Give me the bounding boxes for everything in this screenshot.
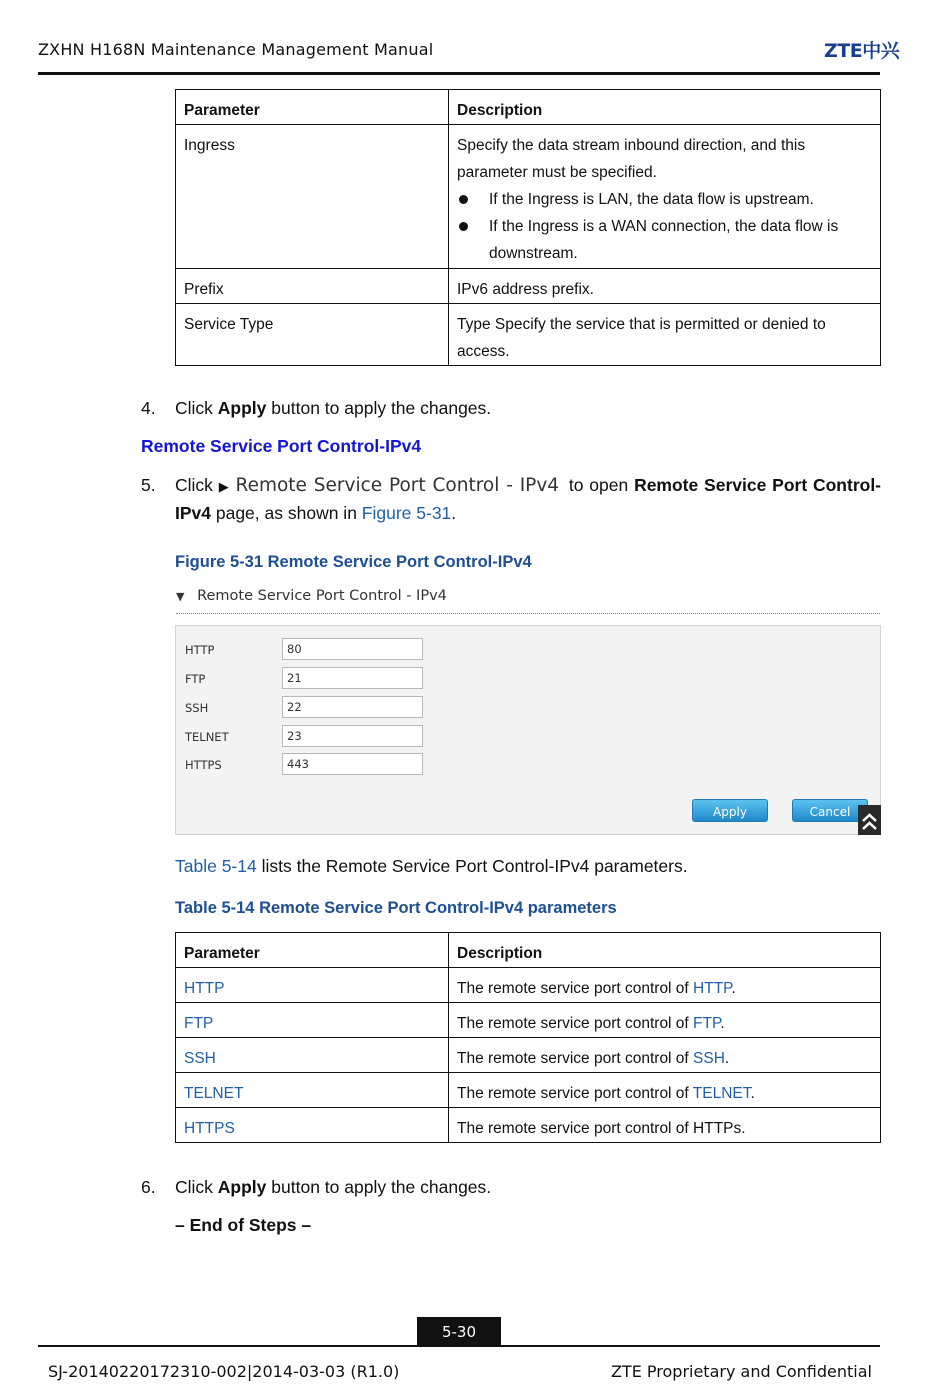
bullet-item: If the Ingress is a WAN connection, the data flow is downstream.	[457, 213, 872, 267]
desc-period: .	[720, 1015, 725, 1032]
desc-cell	[449, 1073, 881, 1108]
ftp-label: FTP	[185, 672, 206, 686]
col-parameter: Parameter	[176, 933, 449, 968]
step-6	[141, 1177, 881, 1198]
footer-rule	[38, 1345, 880, 1347]
param-cell: HTTP	[176, 968, 449, 1003]
double-chevron-up-icon	[858, 805, 881, 835]
desc-text: The remote service port control of	[457, 1015, 694, 1032]
desc-text: The remote service port control of HTTPs.	[457, 1120, 746, 1137]
table-row	[176, 1073, 881, 1108]
step-text	[175, 1177, 491, 1197]
step-text-pre: Click	[175, 398, 218, 418]
ssh-port-input[interactable]: 22	[282, 696, 423, 718]
col-description: Description	[449, 90, 881, 125]
desc-cell	[449, 125, 881, 269]
paragraph-text: lists the Remote Service Port Control-IPv4 parameters.	[256, 856, 688, 876]
cancel-button[interactable]: Cancel	[792, 799, 868, 822]
desc-text: Specify the data stream inbound direction, and this parameter must be specified.	[457, 137, 806, 181]
figure-screenshot-panel	[175, 625, 881, 835]
step-number: 6.	[141, 1177, 156, 1197]
table-row	[176, 125, 881, 269]
https-label: HTTPS	[185, 758, 222, 772]
document-title: ZXHN H168N Maintenance Management Manual	[38, 40, 434, 59]
table-header-row	[176, 90, 881, 125]
apply-emphasis: Apply	[217, 398, 267, 418]
page-name-emphasis: Remote Service Port Control-IPv4	[175, 475, 882, 523]
apply-emphasis: Apply	[217, 1177, 267, 1197]
desc-cell: Type Specify the service that is permitted or denied to access.	[449, 304, 881, 366]
desc-cell	[449, 1003, 881, 1038]
http-port-input[interactable]: 80	[282, 638, 423, 660]
table-row	[176, 269, 881, 304]
param-cell: SSH	[176, 1038, 449, 1073]
desc-text: The remote service port control of	[457, 1050, 694, 1067]
telnet-label: TELNET	[185, 730, 229, 744]
parameter-table-2	[175, 932, 881, 1143]
period: .	[451, 503, 457, 523]
collapse-triangle-icon[interactable]: ▼	[176, 590, 185, 603]
https-port-input[interactable]: 443	[282, 753, 423, 775]
table-row	[176, 1003, 881, 1038]
desc-period: .	[731, 980, 736, 997]
bullet-list	[457, 186, 872, 267]
bullet-item: If the Ingress is LAN, the data flow is upstream.	[457, 186, 872, 213]
desc-link: HTTP	[693, 980, 732, 997]
desc-link: FTP	[693, 1015, 721, 1032]
desc-period: .	[724, 1050, 730, 1067]
figure-panel-header[interactable]	[176, 588, 447, 604]
table-row	[176, 1108, 881, 1143]
page-number: 5-30	[417, 1317, 501, 1346]
step-5	[141, 472, 881, 527]
table-header-row	[176, 933, 881, 968]
end-of-steps: – End of Steps –	[175, 1215, 312, 1235]
zte-logo: ZTE中兴	[824, 40, 900, 62]
table-row	[176, 968, 881, 1003]
step-text-post: button to apply the changes.	[266, 398, 492, 418]
ftp-port-input[interactable]: 21	[282, 667, 423, 689]
param-cell: TELNET	[176, 1073, 449, 1108]
table-reference-paragraph	[175, 856, 688, 877]
param-cell: Ingress	[176, 125, 449, 269]
col-parameter: Parameter	[176, 90, 449, 125]
telnet-port-input[interactable]: 23	[282, 725, 423, 747]
table-link[interactable]: Table 5-14	[175, 856, 257, 876]
header-rule	[38, 72, 880, 75]
document-id: SJ-20140220172310-002|2014-03-03 (R1.0)	[48, 1362, 400, 1381]
triangle-right-icon: ▶	[218, 479, 230, 494]
http-label: HTTP	[185, 643, 215, 657]
step-text-post: button to apply the changes.	[266, 1177, 492, 1197]
scroll-to-top-button[interactable]	[858, 805, 881, 835]
desc-link: TELNET	[692, 1085, 751, 1102]
figure-link[interactable]: Figure 5-31	[361, 503, 452, 523]
dotted-divider	[176, 613, 880, 614]
param-cell: FTP	[176, 1003, 449, 1038]
param-cell: Service Type	[176, 304, 449, 366]
param-cell: Prefix	[176, 269, 449, 304]
figure-caption: Figure 5-31 Remote Service Port Control-IPv4	[175, 553, 532, 571]
menu-path-label[interactable]: Remote Service Port Control - IPv4	[235, 475, 560, 496]
confidentiality-notice: ZTE Proprietary and Confidential	[610, 1362, 872, 1381]
desc-text: The remote service port control of	[457, 980, 694, 997]
figure-panel-title: Remote Service Port Control - IPv4	[197, 588, 447, 604]
parameter-table-1	[175, 89, 881, 366]
desc-period: .	[750, 1085, 755, 1102]
step-text-post: page, as shown in	[211, 503, 362, 523]
desc-cell	[449, 968, 881, 1003]
param-cell: HTTPS	[176, 1108, 449, 1143]
step-4	[141, 398, 881, 419]
table-row	[176, 304, 881, 366]
click-word: Click	[175, 475, 213, 495]
col-description: Description	[449, 933, 881, 968]
desc-cell	[449, 1108, 881, 1143]
ssh-label: SSH	[185, 701, 209, 715]
step-number: 5.	[141, 475, 156, 495]
step-text-pre: Click	[175, 1177, 218, 1197]
desc-link: SSH	[693, 1050, 725, 1067]
step-text	[175, 398, 491, 418]
step-number: 4.	[141, 398, 156, 418]
table-caption: Table 5-14 Remote Service Port Control-IPv4 parameters	[175, 899, 617, 917]
apply-button[interactable]: Apply	[692, 799, 768, 822]
to-open-text: to open	[568, 475, 629, 495]
desc-cell: IPv6 address prefix.	[449, 269, 881, 304]
table-row	[176, 1038, 881, 1073]
section-heading: Remote Service Port Control-IPv4	[141, 436, 422, 456]
desc-text: The remote service port control of	[457, 1085, 693, 1102]
step-text	[175, 472, 881, 527]
desc-cell	[449, 1038, 881, 1073]
